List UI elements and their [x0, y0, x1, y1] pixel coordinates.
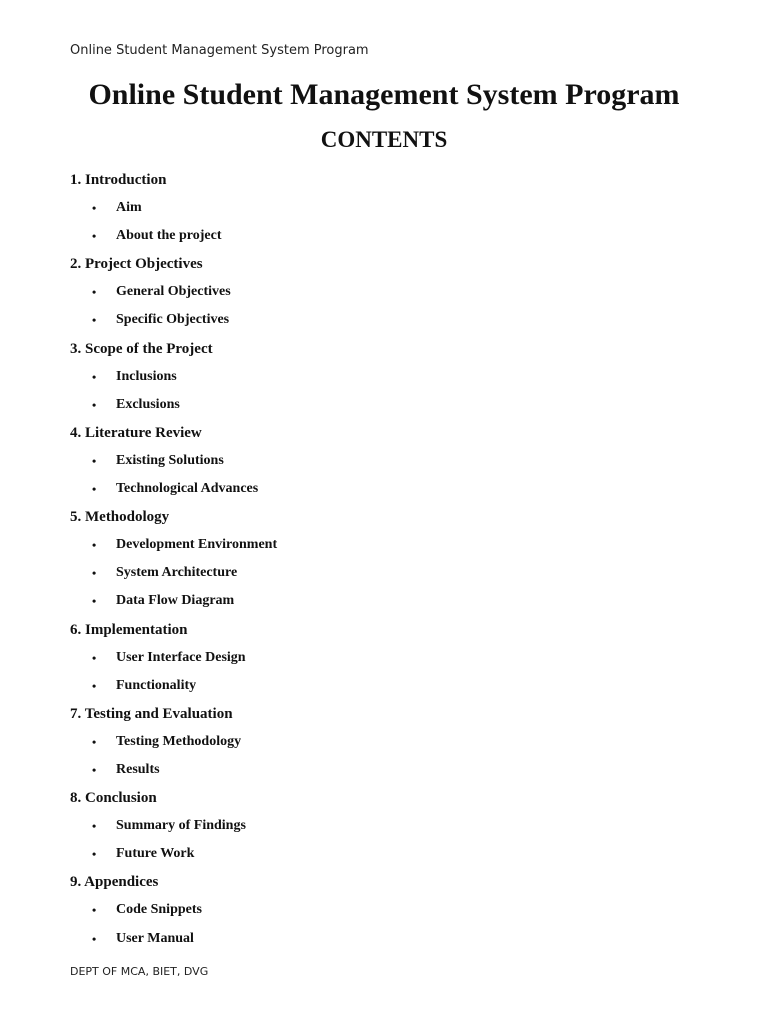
toc-item [70, 898, 710, 926]
bullet-icon: • [92, 650, 97, 665]
toc-item-label: Functionality [116, 677, 197, 693]
toc-section [70, 618, 710, 702]
bullet-icon: • [92, 819, 97, 834]
toc-section-title: 6. Implementation [70, 621, 188, 638]
bullet-icon: • [92, 903, 97, 918]
toc-item-label: User Manual [116, 930, 194, 946]
toc-item [70, 280, 710, 308]
toc-section-title: 9. Appendices [70, 874, 159, 891]
toc-section-title: 5. Methodology [70, 509, 170, 526]
bullet-icon: • [92, 369, 97, 384]
toc-item-label: Testing Methodology [116, 733, 242, 749]
toc-item [70, 533, 710, 561]
toc-item [70, 927, 710, 955]
toc-section-title: 4. Literature Review [70, 424, 202, 441]
toc-section-title: 8. Conclusion [70, 790, 157, 807]
bullet-icon: • [92, 566, 97, 581]
toc-item [70, 365, 710, 393]
toc-item [70, 758, 710, 786]
toc-section [70, 337, 710, 421]
toc-item-label: Exclusions [116, 396, 180, 412]
toc-item-label: Aim [116, 200, 142, 216]
toc-section-title: 2. Project Objectives [70, 256, 203, 273]
toc-item-label: System Architecture [116, 565, 238, 581]
toc-section-title: 1. Introduction [70, 172, 167, 188]
toc-section [70, 421, 710, 505]
table-of-contents [70, 168, 710, 955]
toc-item [70, 561, 710, 589]
toc-item-label: Inclusions [116, 368, 177, 384]
toc-section [70, 252, 710, 336]
bullet-icon: • [92, 538, 97, 553]
toc-item [70, 224, 710, 252]
bullet-icon: • [92, 678, 97, 693]
toc-section [70, 870, 710, 954]
toc-item-label: Development Environment [116, 537, 278, 553]
bullet-icon: • [92, 397, 97, 412]
toc-item-label: Specific Objectives [116, 312, 230, 328]
bullet-icon: • [92, 201, 97, 216]
toc-item [70, 449, 710, 477]
toc-item-label: General Objectives [116, 284, 231, 300]
toc-item-label: Existing Solutions [116, 452, 224, 468]
toc-item [70, 842, 710, 870]
toc-item [70, 674, 710, 702]
bullet-icon: • [92, 453, 97, 468]
bullet-icon: • [92, 482, 97, 497]
toc-item-label: User Interface Design [116, 649, 246, 665]
page-header: Online Student Management System Program [70, 43, 369, 58]
toc-item-label: Results [116, 761, 160, 777]
toc-item [70, 646, 710, 674]
bullet-icon: • [92, 313, 97, 328]
bullet-icon: • [92, 847, 97, 862]
toc-item [70, 308, 710, 336]
contents-heading: CONTENTS [320, 127, 448, 152]
toc-item [70, 589, 710, 617]
toc-section [70, 786, 710, 870]
toc-section [70, 505, 710, 617]
toc-section [70, 168, 710, 252]
toc-item-label: Code Snippets [116, 902, 202, 918]
toc-item [70, 814, 710, 842]
bullet-icon: • [92, 594, 97, 609]
toc-item-label: Summary of Findings [116, 818, 246, 834]
toc-item-label: About the project [116, 228, 222, 244]
toc-item-label: Data Flow Diagram [116, 593, 235, 609]
toc-item-label: Technological Advances [116, 481, 259, 497]
toc-item [70, 477, 710, 505]
bullet-icon: • [92, 931, 97, 946]
toc-section [70, 702, 710, 786]
toc-section-title: 3. Scope of the Project [70, 340, 213, 357]
document-title: Online Student Management System Program [88, 78, 680, 111]
toc-item [70, 196, 710, 224]
toc-section-title: 7. Testing and Evaluation [70, 705, 233, 722]
bullet-icon: • [92, 734, 97, 749]
toc-item [70, 730, 710, 758]
toc-item-label: Future Work [116, 846, 195, 862]
bullet-icon: • [92, 229, 97, 244]
bullet-icon: • [92, 285, 97, 300]
page-footer: DEPT OF MCA, BIET, DVG [70, 965, 209, 978]
toc-item [70, 393, 710, 421]
bullet-icon: • [92, 762, 97, 777]
